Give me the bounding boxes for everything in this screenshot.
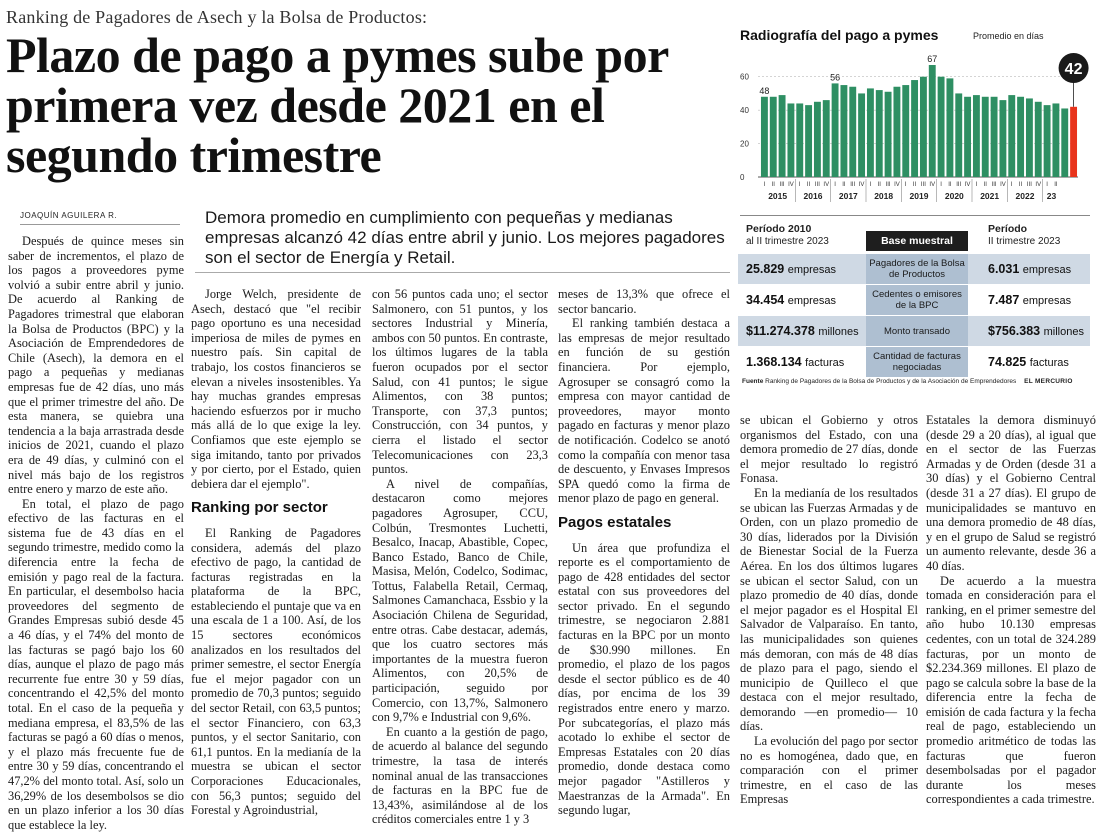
year-label: 2019 [909, 191, 929, 201]
bar [787, 103, 794, 177]
bar [805, 105, 812, 177]
year-label: 2015 [768, 191, 788, 201]
quarter-tick-label: IV [964, 182, 971, 188]
left-value: 25.829 [746, 262, 785, 276]
quarter-tick-label: IV [1000, 182, 1006, 188]
bar [1008, 95, 1015, 177]
article-column-5 [740, 413, 918, 807]
quarter-tick-label: III [1026, 182, 1032, 188]
quarter-tick-label: IV [1035, 182, 1042, 188]
callout-label: 42 [1064, 61, 1083, 78]
bar [973, 95, 980, 177]
paragraph: con 56 puntos cada uno; el sector Salmonero, con 51 puntos, y los sectores Industrial y Minería, ambos con 50 puntos. En contraste, los últimos lugares de la tabla fueron ocupados por el sector Salud, con 41 puntos; le sigue Alimentos, con 38 puntos; Transporte, con 37,3 puntos; Construcción, con 34 puntos, y cierra el listado el sector Telecomunicaciones con 23,3 puntos. [372, 287, 548, 477]
bar [885, 92, 892, 177]
left-unit: empresas [787, 264, 837, 276]
paragraph: De acuerdo a la muestra tomada en consideración para el ranking, en el primer semestre del año hubo 10.130 empresas cedentes, con un total de 324.289 facturas, por un monto de $2.234.369 millones. El plazo de pago se calcula sobre la base de la diferencia entre la fecha de emisión de cada factura y la fecha real de pago, estableciendo un promedio aritmético de todas las facturas que fueron desembolsadas por el pagador durante los meses correspondientes a cada trimestre. [926, 573, 1096, 807]
infographic-unit: Promedio en días [973, 31, 1044, 41]
year-label: 2021 [980, 191, 1000, 201]
y-tick-label: 60 [740, 72, 749, 82]
y-tick-label: 20 [740, 139, 749, 149]
paragraph: El ranking también destaca a las empresas de mejor resultado en función de su gestión financiera. Por ejemplo, Agrosuper se consagró como la empresa con mayor cantidad de proveedores, mayor monto pagado en facturas y menor plazo de notificación. Codelco se anotó como la compañía con menor tasa de descuento, y Envases Impresos SPA quedó como la firma de menor plazo de pago en general. [558, 316, 730, 506]
year-label: 2016 [803, 191, 823, 201]
row-label: Pagadores de la Bolsa de Productos [866, 254, 968, 284]
quarter-tick-label: III [956, 182, 962, 188]
left-unit: millones [818, 326, 859, 338]
quarter-tick-label: III [814, 182, 820, 188]
quarter-tick-label: I [940, 182, 942, 188]
right-value: 6.031 [988, 262, 1020, 276]
article-byline: JOAQUÍN AGUILERA R. [20, 211, 118, 220]
stats-row [738, 316, 1090, 346]
infographic-divider [740, 215, 1090, 216]
bar [982, 97, 989, 177]
bar [779, 95, 786, 177]
quarter-tick-label: III [850, 182, 856, 188]
quarter-tick-label: II [948, 182, 952, 188]
right-unit: empresas [1022, 264, 1072, 276]
article-column-1 [8, 234, 184, 832]
paragraph: A nivel de compañías, destacaron como mejores pagadores Agrosuper, CCU, Colbún, Tresmontes Luchetti, Besalco, Inacap, Abastible, Copec, Banco Estado, Banco de Chile, Masisa, Melón, Codelco, Sodimac, Tottus, Falabella Retail, Cermaq, Salmones Camanchaca, Essbio y la Asociación Chilena de Seguridad, entre otras. Cabe destacar, además, que los cuatro sectores más importantes de la muestra fueron Alimentos, con 20,5% de participación, seguido por Comercio, con 13,7%, Salmonero con 9,7% e Industrial con 9,6%. [372, 476, 548, 725]
right-value: 74.825 [988, 355, 1027, 369]
paragraph: Después de quince meses sin saber de incrementos, el plazo de los pagos a proveedores pyme volvió a subir entre abril y junio. De acuerdo al Ranking de Pagadores trimestral que elaboran la Bolsa de Productos (BPC) y la Asociación de Emprendedores de Chile (Asech), la demora en el pago a pequeñas y medianas empresas fue de 42 días, uno más que el primer trimestre del año. De esta manera, se quiebra una tendencia a la baja arrastrada desde inicios de 2021, cuando el plazo era de 49 días, y culminó con el nivel más bajo de los registros entre enero y marzo de este año. [8, 234, 184, 497]
bar [796, 103, 803, 177]
row-label: Cantidad de facturas negociadas [866, 347, 968, 377]
quarter-tick-label: IV [894, 182, 900, 188]
year-label: 2020 [944, 191, 964, 201]
bar [840, 85, 847, 177]
paragraph: En cuanto a la gestión de pago, de acuerdo al balance del segundo trimestre, la tasa de interés nominal anual de las transacciones de facturas en la BPC fue de 13,43%, asimilándose al de los créditos comerciales entre 1 y 3 [372, 724, 548, 827]
subheading-ranking-sector: Ranking por sector [191, 499, 328, 517]
quarter-tick-label: II [877, 182, 881, 188]
infographic-title: Radiografía del pago a pymes [740, 27, 939, 43]
bar [867, 88, 874, 177]
paragraph: Jorge Welch, presidente de Asech, destacó que "el recibir pago oportuno es una necesidad imperiosa de miles de pymes en nuestro país. Sin capital de trabajo, los costos financieros se elevan a niveles insostenibles. Ya hay muchas grandes empresas haciendo esfuerzos por ir mucho más allá de lo que exige la ley. Confiamos que este ejemplo se siga imitando, tanto por privados y por cierto, por el Estado, quien debiera dar el ejemplo". [191, 287, 361, 491]
quarter-tick-label: I [975, 182, 978, 188]
article-column-3 [372, 287, 548, 827]
quarter-tick-label: I [869, 182, 872, 188]
quarter-tick-label: II [806, 182, 811, 188]
quarter-tick-label: II [912, 182, 917, 188]
quarter-tick-label: II [1018, 182, 1023, 188]
quarter-tick-label: I [798, 182, 801, 188]
payment-days-chart [738, 52, 1096, 212]
year-label: 23 [1046, 191, 1057, 201]
data-label: 67 [927, 54, 938, 65]
article-deck: Demora promedio en cumplimiento con pequeñas y medianas empresas alcanzó 42 días entre abril y junio. Los mejores pagadores son el sector de Energía y Retail. [205, 208, 725, 267]
bar [1052, 103, 1059, 177]
right-unit: empresas [1022, 295, 1072, 307]
row-label: Cedentes o emisores de la BPC [866, 285, 968, 315]
paragraph: En total, el plazo de pago efectivo de las facturas en el sistema fue de 43 días en el segundo trimestre, medido como la diferencia entre la fecha de emisión y pago real de la factura. En particular, el desembolso hacia proveedores del segmento de Grandes Empresas subió desde 45 a 46 días, y el 74% del monto de las facturas se pagó bajo los 60 días, aunque el plazo de pago más recurrente fue entre 30 y 59 días, concentrando el 42,5% del monto total. En el caso de la pequeña y mediana empresa, el 83,5% de las facturas se pagó a 60 días o menos, y el plazo más frecuente fue de entre 30 y 59 días, concentrando el 47,2% del monto total. Así, solo un 36,29% de los desembolsos se dio en un plazo inferior a los 30 días que establece la ley. [8, 496, 184, 832]
bar [893, 87, 900, 177]
bar [955, 93, 962, 177]
left-value: $11.274.378 [746, 324, 815, 338]
stats-row [738, 347, 1090, 377]
bar [964, 97, 971, 177]
left-value: 1.368.134 [746, 355, 802, 369]
bar [770, 97, 777, 177]
quarter-tick-label: I [1046, 182, 1048, 188]
article-column-6 [926, 413, 1096, 807]
quarter-tick-label: IV [823, 182, 830, 188]
left-period-header: Período 2010 al II trimestre 2023 [746, 223, 829, 247]
stats-row [738, 285, 1090, 315]
bar [1026, 98, 1033, 177]
bar [1035, 102, 1042, 177]
article-kicker: Ranking de Pagadores de Asech y la Bolsa de Productos: [6, 7, 428, 27]
bar [991, 97, 998, 177]
quarter-tick-label: IV [929, 182, 936, 188]
deck-divider [195, 272, 730, 273]
paragraph: Un área que profundiza el reporte es el comportamiento de pago de 428 entidades del sector estatal con sus proveedores del sector privado. En el segundo trimestre, se negociaron 2.881 facturas en la BPC por un monto de $30.990 millones. En promedio, el plazo de los pagos desde el sector público es de 40 días, por encima de los 39 registrados entre enero y marzo. Por subcategorías, el plazo más acotado lo exhibe el sector de Empresas Estatales con 20 días promedio, donde destaca como mejor pagador "Astilleros y Maestranzas de la Armada". En segundo lugar, [558, 540, 730, 818]
year-label: 2018 [874, 191, 894, 201]
bar [761, 97, 768, 177]
article-column-4 [558, 287, 730, 818]
article-column-2 [191, 287, 361, 818]
infographic-panel [738, 22, 1096, 400]
data-label: 48 [759, 85, 770, 96]
quarter-tick-label: I [763, 182, 766, 188]
newspaper-brand: EL MERCURIO [1024, 378, 1073, 385]
year-label: 2022 [1015, 191, 1035, 201]
bar [902, 85, 909, 177]
right-unit: millones [1043, 326, 1084, 338]
quarter-tick-label: II [983, 182, 987, 188]
quarter-tick-label: III [885, 182, 891, 188]
y-tick-label: 40 [740, 106, 749, 116]
stats-row [738, 254, 1090, 284]
quarter-tick-label: III [991, 182, 997, 188]
bar [938, 77, 945, 177]
bar [946, 78, 953, 177]
bar [1017, 97, 1024, 177]
y-tick-label: 0 [740, 173, 745, 182]
bar [1044, 105, 1051, 177]
right-unit: facturas [1029, 357, 1069, 369]
paragraph: se ubican el Gobierno y otros organismos del Estado, con una demora promedio de 27 días, donde el mejor resultado lo registró Fonasa. [740, 413, 918, 486]
left-unit: empresas [787, 295, 837, 307]
row-label: Monto transado [866, 316, 968, 346]
data-label: 56 [830, 72, 841, 83]
paragraph: El Ranking de Pagadores considera, además del plazo efectivo de pago, la cantidad de facturas registradas en la plataforma de la BPC, estableciendo el puntaje que va en una escala de 1 a 100. Así, de los 15 sectores económicos analizados en los resultados del primer semestre, el sector Energía fue el mejor pagador con un promedio de 70,3 puntos; seguido del sector Retail, con 63,5 puntos; el sector Financiero, con 63,3 puntos, y el sector Sanitario, con 61,1 puntos. En la medianía de la muestra se ubican el sector Corporaciones Educacionales, con 56,3 puntos; seguido del Forestal y Agroindustrial, [191, 525, 361, 818]
quarter-tick-label: II [842, 182, 846, 188]
bar [876, 90, 883, 177]
year-label: 2017 [838, 191, 858, 201]
bar [849, 87, 856, 177]
quarter-tick-label: I [834, 182, 836, 188]
paragraph: En la medianía de los resultados se ubican las Fuerzas Armadas y de Orden, con un plazo promedio de 30 días, liderados por la División de Bienestar Social de la Fuerza Aérea. En los dos últimos lugares se ubican el sector Salud, con un plazo promedio de 40 días, donde el mejor pagador es el Hospital El Salvador de Valparaíso. En tanto, las municipalidades son quienes más demoran, con más de 48 días de plazo para el pago, siendo el municipio de Quilleco el que destaca con el mejor resultado, demorando —en promedio— 10 días. [740, 485, 918, 734]
right-value: 7.487 [988, 293, 1020, 307]
sample-stats-table [738, 219, 1096, 379]
bar-highlight [1070, 107, 1077, 177]
bar [832, 83, 839, 177]
quarter-tick-label: I [1010, 182, 1013, 188]
right-value: $756.383 [988, 324, 1041, 338]
source-note: Fuente Ranking de Pagadores de la Bolsa de Productos y de la Asociación de Emprendedores EL MERCURIO [742, 378, 1073, 385]
bar [814, 102, 821, 177]
quarter-tick-label: II [1054, 182, 1058, 188]
quarter-tick-label: II [771, 182, 775, 188]
article-headline: Plazo de pago a pymes sube por primera vez desde 2021 en el segundo trimestre [6, 27, 668, 183]
bar [1061, 108, 1068, 177]
left-value: 34.454 [746, 293, 785, 307]
bar [858, 93, 865, 177]
right-period-header: Período II trimestre 2023 [988, 223, 1061, 247]
bar [929, 65, 936, 177]
paragraph: Estatales la demora disminuyó (desde 29 a 20 días), al igual que en el sector de las Fuerzas Armadas y de Orden (desde 31 a 30 días) y el Gobierno Central (desde 31 a 27 días). El grupo de municipalidades se mantuvo en una demora promedio de 48 días, y en el grupo de Salud se registró un aumento relevante, desde 36 a 40 días. [926, 413, 1096, 573]
byline-divider [20, 224, 180, 225]
left-unit: facturas [805, 357, 845, 369]
bar [999, 100, 1006, 177]
paragraph: meses de 13,3% que ofrece el sector bancario. [558, 287, 730, 316]
quarter-tick-label: IV [788, 182, 794, 188]
paragraph: La evolución del pago por sector no es homogénea, dado que, en comparación con el primer trimestre, en el caso de las Empresas [740, 734, 918, 807]
bar [823, 100, 830, 177]
quarter-tick-label: III [779, 182, 785, 188]
quarter-tick-label: IV [858, 182, 865, 188]
bar [911, 80, 918, 177]
subheading-pagos-estatales: Pagos estatales [558, 513, 672, 531]
quarter-tick-label: I [904, 182, 907, 188]
base-muestral-header: Base muestral [866, 231, 968, 251]
quarter-tick-label: III [920, 182, 926, 188]
bar [920, 77, 927, 177]
